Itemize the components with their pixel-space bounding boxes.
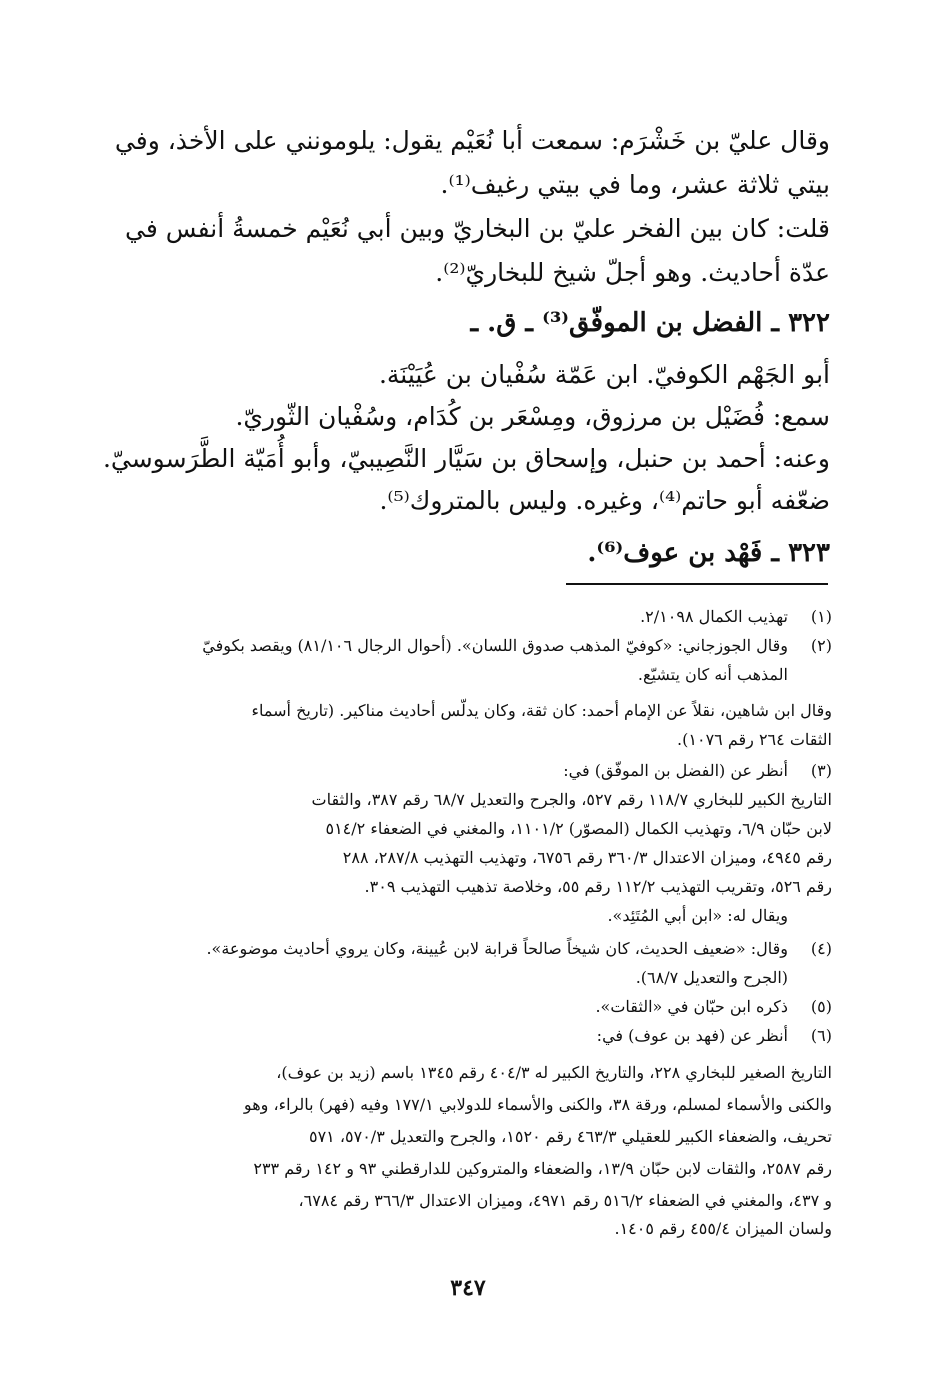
footnote-number: (٣)	[810, 761, 832, 780]
footnote-separator	[566, 583, 828, 585]
entry-line: أبو الجَهْم الكوفيّ. ابن عَمّة سُفْيان بن عُيَيْنَة.	[378, 360, 830, 389]
footnote-text: أنظر عن (الفضل بن الموفّق) في:	[563, 761, 788, 780]
footnote-text: و ٤٣٧، والمغني في الضعفاء ٥١٦/٢ رقم ٤٩٧١، وميزان الاعتدال ٣٦٦/٣ رقم ٦٧٨٤،	[298, 1191, 832, 1210]
footnote-text: تهذيب الكمال ٢/١٠٩٨.	[640, 607, 788, 626]
footnote-text: الثقات ٢٦٤ رقم ١٠٧٦).	[677, 730, 832, 749]
footnote-text: لابن حبّان ٦/٩، وتهذيب الكمال (المصوّر) ١١٠١/٢، والمغني في الضعفاء ٥١٤/٢	[325, 819, 832, 838]
footnote-text: رقم ٢٥٨٧، والثقات لابن حبّان ١٣/٩، والضعفاء والمتروكين للدارقطني ٩٣ و ١٤٢ رقم ٢٣٣	[253, 1159, 832, 1178]
body-line: عدّة أحاديث. وهو أجلّ شيخ للبخاريّ⁽²⁾.	[435, 258, 830, 287]
entry-line: ضعّفه أبو حاتم⁽⁴⁾، وغيره. وليس بالمتروك⁽⁵⁾.	[379, 486, 830, 515]
footnote-text: رقم ٤٩٤٥، وميزان الاعتدال ٣٦٠/٣ رقم ٦٧٥٦، وتهذيب التهذيب ٢٨٧/٨، ٢٨٨	[342, 848, 832, 867]
page-number: ٣٤٧	[450, 1275, 486, 1301]
entry-line: سمع: فُضَيْل بن مرزوق، ومِسْعَر بن كُدَام، وسُفْيان الثّوريّ.	[235, 402, 830, 431]
body-line: قلت: كان بين الفخر عليّ بن البخاريّ وبين أبي نُعَيْم خمسةُ أنفس في	[124, 214, 830, 243]
footnote-number: (٥)	[810, 997, 832, 1016]
footnote-text: (الجرح والتعديل ٦٨/٧).	[635, 968, 788, 987]
footnote-text: وقال ابن شاهين، نقلاً عن الإمام أحمد: كان ثقة، وكان يدلّس أحاديث مناكير. (تاريخ أسماء	[251, 701, 832, 720]
footnote-text: أنظر عن (فهد بن عوف) في:	[596, 1026, 788, 1045]
footnote-text: ذكره ابن حبّان في «الثقات».	[595, 997, 788, 1016]
body-line: بيتي ثلاثة عشر، وما في بيتي رغيف⁽¹⁾.	[440, 170, 830, 199]
footnote-text: التاريخ الصغير للبخاري ٢٢٨، والتاريخ الكبير له ٤٠٤/٣ رقم ١٣٤٥ باسم (زيد بن عوف)،	[276, 1063, 832, 1082]
entry-heading-323: ٣٢٣ ـ فَهْد بن عوف⁽⁶⁾.	[587, 538, 830, 568]
footnote-text: التاريخ الكبير للبخاري ١١٨/٧ رقم ٥٢٧، والجرح والتعديل ٦٨/٧ رقم ٣٨٧، والثقات	[311, 790, 832, 809]
entry-line: وعنه: أحمد بن حنبل، وإسحاق بن سَيَّار النَّصِيبيّ، وأبو أُمَيّة الطَّرَسوسيّ.	[102, 444, 830, 473]
footnote-text: رقم ٥٢٦، وتقريب التهذيب ١١٢/٢ رقم ٥٥، وخلاصة تذهيب التهذيب ٣٠٩.	[364, 877, 832, 896]
footnote-text: والكنى والأسماء لمسلم، ورقة ٣٨، والكنى والأسماء للدولابي ١٧٧/١ وفيه (فهر) بالراء، وهو	[243, 1095, 832, 1114]
footnote-number: (٤)	[810, 939, 832, 958]
footnote-text: تحريف، والضعفاء الكبير للعقيلي ٤٦٣/٣ رقم ١٥٢٠، والجرح والتعديل ٥٧٠/٣، ٥٧١	[308, 1127, 832, 1146]
entry-heading-322: ٣٢٢ ـ الفضل بن الموفّق⁽³⁾ ـ ق. ـ	[470, 308, 830, 338]
footnote-text: المذهب أنه كان يتشيّع.	[637, 665, 788, 684]
footnote-text: ويقال له: «ابن أبي المُتَئِد».	[607, 906, 788, 925]
footnote-number: (١)	[810, 607, 832, 626]
footnote-text: ولسان الميزان ٤٥٥/٤ رقم ١٤٠٥.	[614, 1219, 832, 1238]
footnote-text: وقال: «ضعيف الحديث، كان شيخاً صالحاً قرابة لابن عُيينة، وكان يروي أحاديث موضوعة».	[206, 939, 788, 958]
footnote-number: (٢)	[810, 636, 832, 655]
footnote-text: وقال الجوزجاني: «كوفيّ المذهب صدوق اللسان». (أحوال الرجال ٨١/١٠٦) ويقصد بكوفيّ	[202, 636, 788, 655]
body-line: وقال عليّ بن خَشْرَم: سمعت أبا نُعَيْم يقول: يلومونني على الأخذ، وفي	[114, 126, 830, 155]
footnote-number: (٦)	[810, 1026, 832, 1045]
